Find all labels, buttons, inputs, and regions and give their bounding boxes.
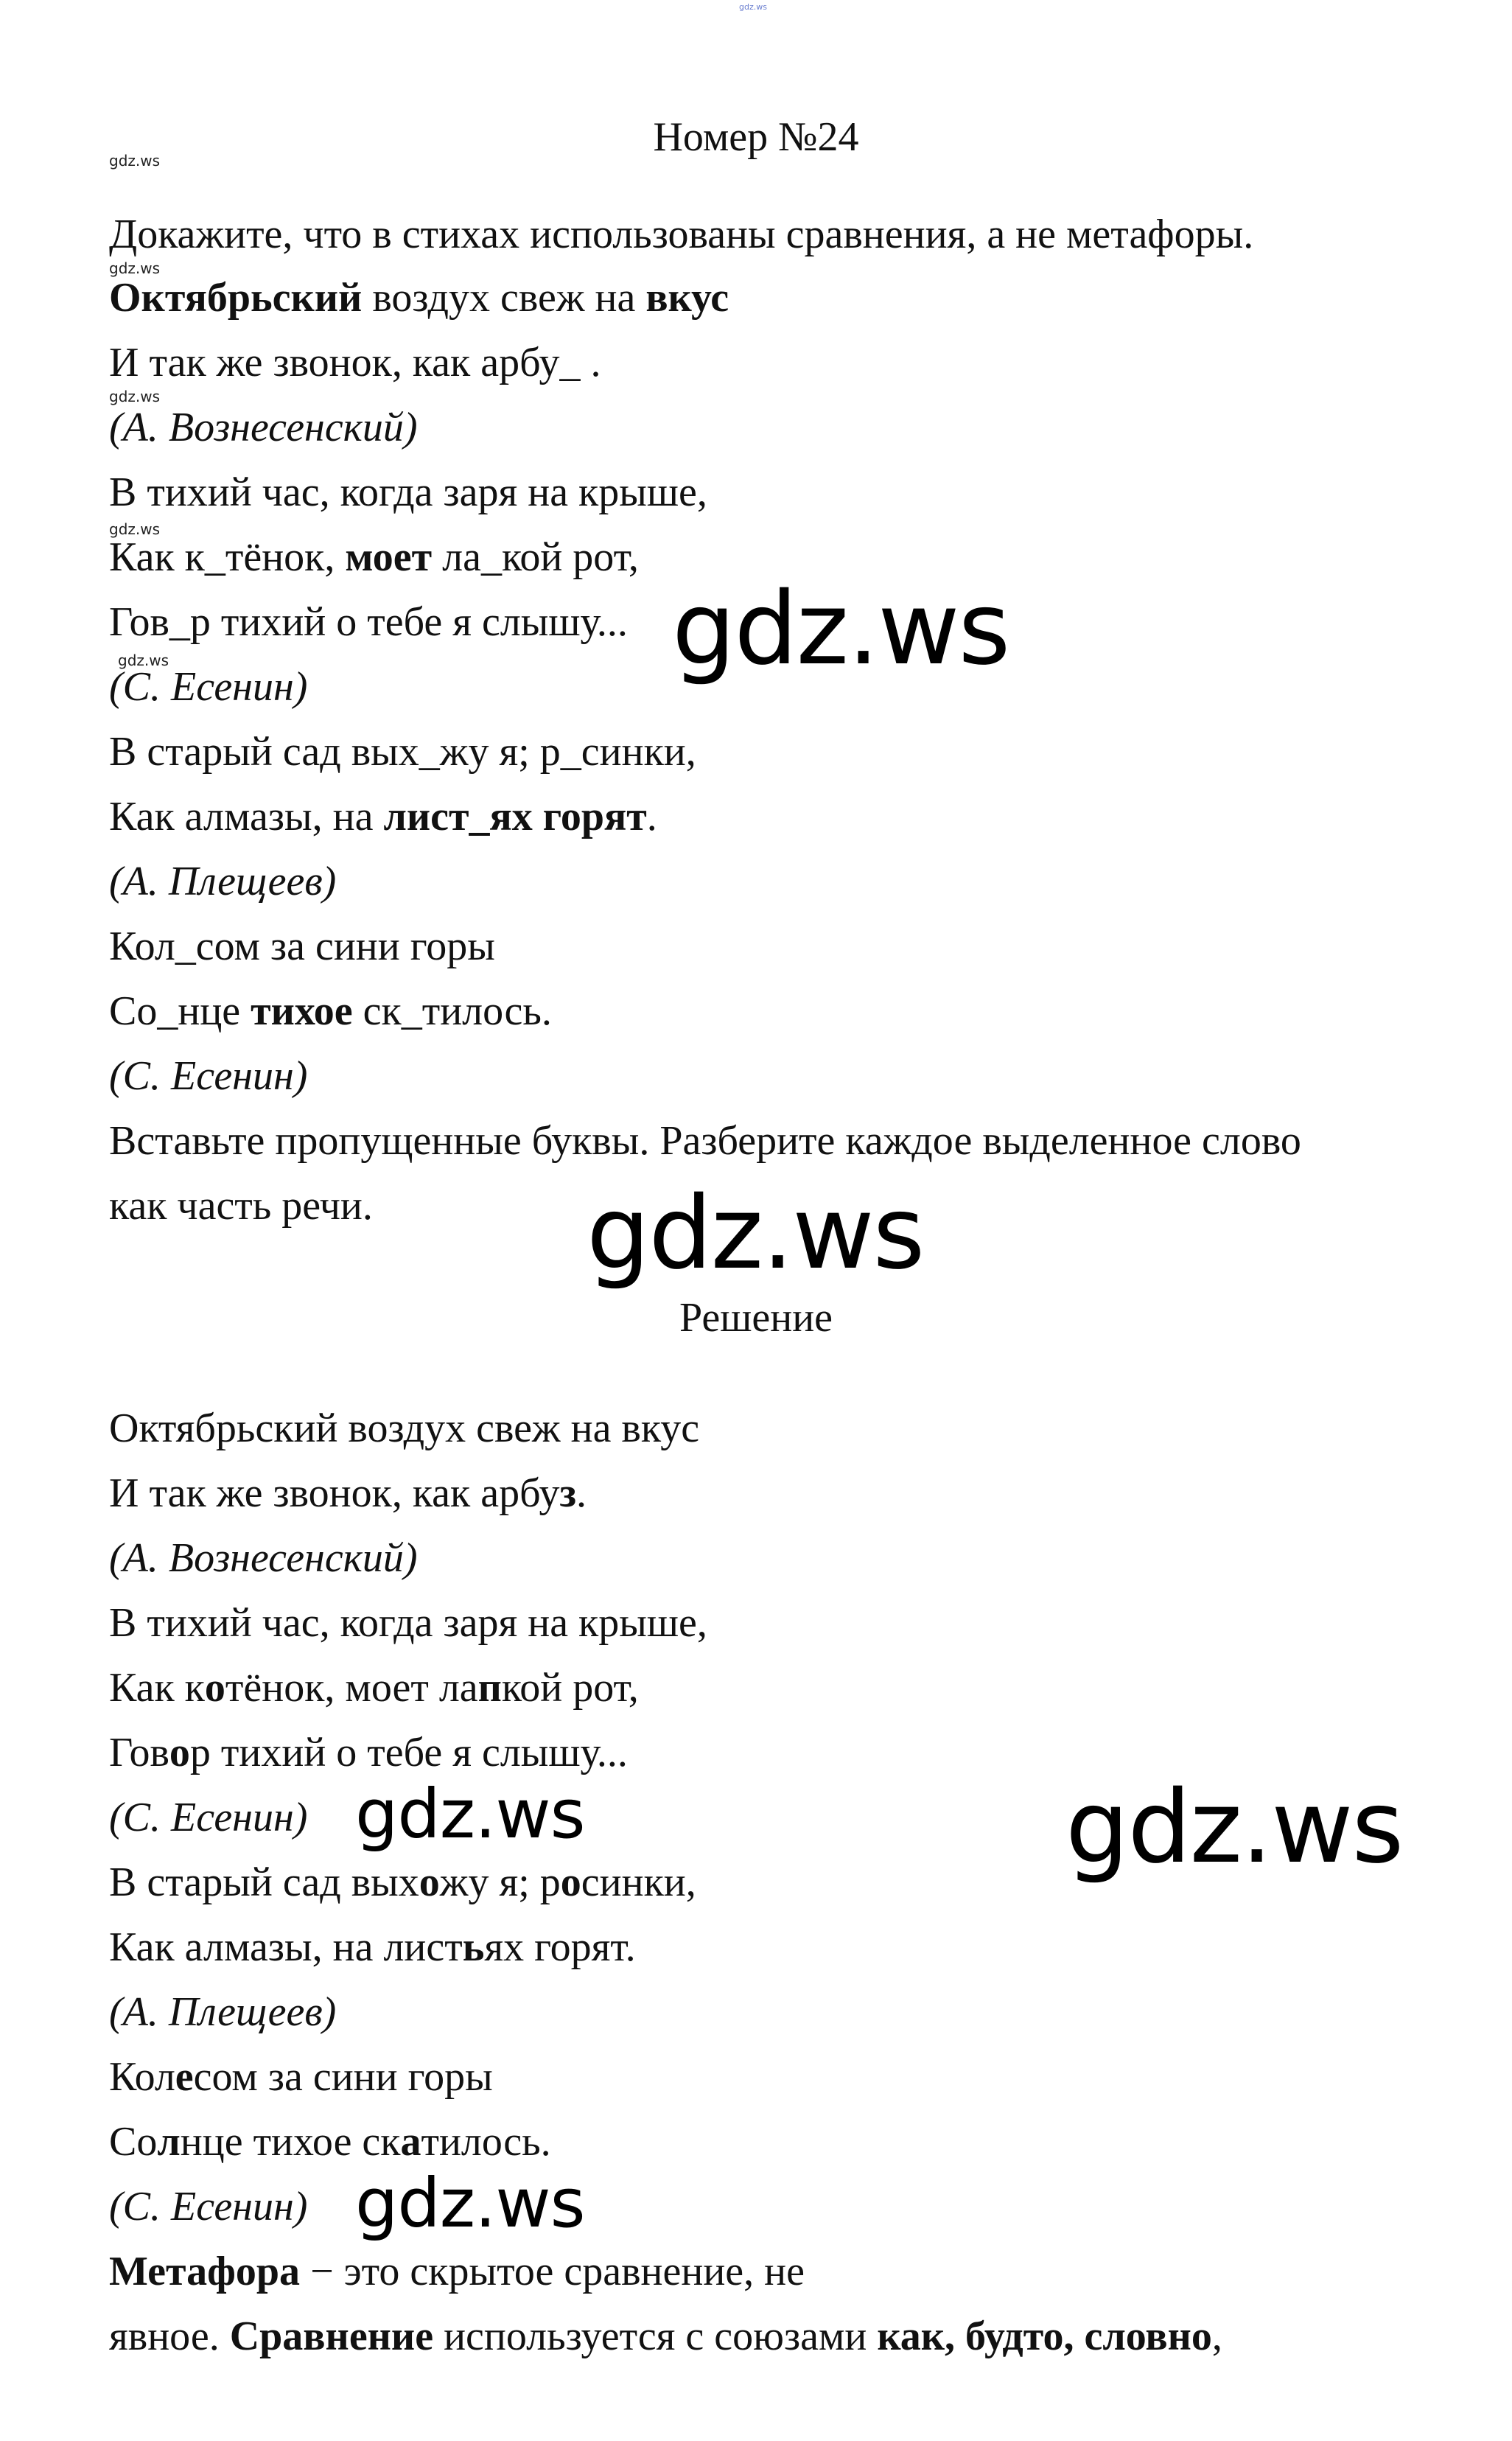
solution-line: В тихий час, когда заря на крыше, [109,1600,707,1646]
solution-line: Колесом за сини горы [109,2054,493,2100]
solution-line: В старый сад выхожу я; росинки, [109,1859,696,1905]
solution-line: Как котёнок, моет лапкой рот, [109,1665,639,1711]
task-instruction: Вставьте пропущенные буквы. Разберите каждое выделенное слово [109,1118,1301,1164]
solution-line: Говор тихий о тебе я слышу... [109,1730,628,1775]
watermark-small: gdz.ws [109,259,161,277]
solution-author: (С. Есенин) [109,1795,308,1840]
solution-line: Солнце тихое скатилось. [109,2119,551,2165]
page-title: Номер №24 [653,114,859,160]
poem-line: В старый сад вых_жу я; р_синки, [109,729,696,775]
solution-line: И так же звонок, как арбуз. [109,1470,587,1516]
task-prompt: Докажите, что в стихах использованы сравнения, а не метафоры. [109,212,1254,257]
watermark-small: gdz.ws [109,520,161,538]
poem-line: Как алмазы, на лист_ях горят. [109,794,657,839]
solution-line: Как алмазы, на листьях горят. [109,1924,636,1970]
watermark-big: gdz.ws [672,571,1009,688]
watermark-big: gdz.ws [1065,1770,1403,1886]
watermark-big: gdz.ws [355,1775,585,1854]
poem-line: Как к_тёнок, моет ла_кой рот, [109,534,639,580]
solution-author: (А. Вознесенский) [109,1535,418,1581]
solution-author: (А. Плещеев) [109,1989,337,2035]
explanation-line: явное. Сравнение используется с союзами как, будто, словно, [109,2313,1222,2359]
poem-author: (А. Вознесенский) [109,405,418,450]
poem-author: (А. Плещеев) [109,859,337,904]
watermark-small: gdz.ws [109,152,161,170]
poem-line: Гов_р тихий о тебе я слышу... [109,599,628,645]
watermark-big: gdz.ws [587,1176,924,1292]
watermark-tiny: gdz.ws [739,2,767,12]
solution-line: Октябрьский воздух свеж на вкус [109,1405,700,1451]
watermark-small: gdz.ws [118,652,169,669]
task-instruction: как часть речи. [109,1183,373,1229]
solution-author: (С. Есенин) [109,2184,308,2229]
poem-line: И так же звонок, как арбу_ . [109,340,601,385]
watermark-big: gdz.ws [355,2164,585,2243]
explanation-line: Метафора − это скрытое сравнение, не [109,2249,805,2294]
watermark-small: gdz.ws [109,388,161,405]
poem-author: (С. Есенин) [109,1053,308,1099]
poem-line: Октябрьский воздух свеж на вкус [109,275,729,321]
poem-author: (С. Есенин) [109,664,308,710]
poem-line: Кол_сом за сини горы [109,923,495,969]
solution-heading: Решение [679,1295,833,1341]
poem-line: В тихий час, когда заря на крыше, [109,469,707,515]
poem-line: Со_нце тихое ск_тилось. [109,988,552,1034]
